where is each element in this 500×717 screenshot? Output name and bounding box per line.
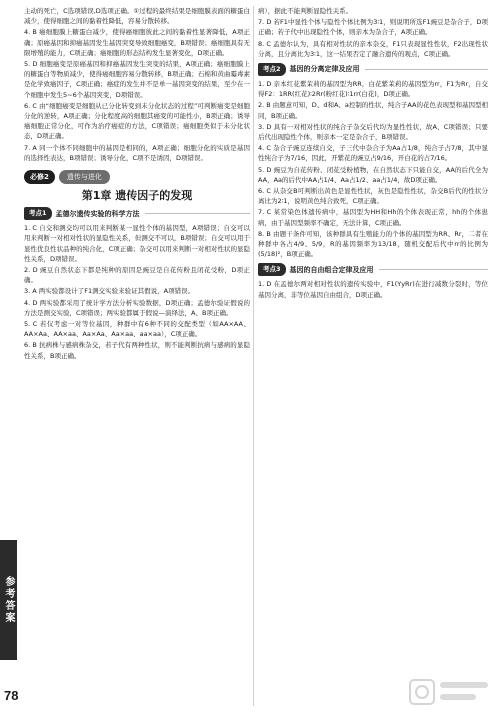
paragraph: 2. D 豌豆自然状态下都是纯种的原因是豌豆是自花传粉且闭花受粉，D项正确。 (24, 266, 250, 285)
paragraph: 7. A 同一个体不同细胞中的基因是相同的，A项正确；细胞分化的实质是基因的选择性表达，B项错误；诱导分化，C项不是诱因，D项错误。 (24, 143, 250, 162)
paragraph: 7. D 若F1中显性个体与隐性个体比例为3∶1，则说明所选F1豌豆是杂合子，D项正确；若子代中出现隐性个体，则亲本为杂合子，A项正确。 (258, 18, 488, 37)
paragraph: 2. B 由题意可知，D、d和A、a控制的性状，纯合子AA的花色表现型和基因型相同，B项正确。 (258, 101, 488, 120)
paragraph: 3. D 具有一对相对性状的纯合子杂交后代均为显性性状，故A、C项错误；只要后代出现隐性个体，则亲本一定是杂合子，B项错误。 (258, 122, 488, 142)
side-tab-label: 参考答案 (3, 576, 14, 624)
module-banner (24, 169, 250, 185)
paragraph: 1. D 亲本红花紫茉莉的基因型为RR，白花紫茉莉的基因型为rr，F1为Rr，自交得F2：1RR(红花)∶2Rr(粉红花)∶1rr(白花)，D项正确。 (258, 80, 488, 99)
left-column (24, 6, 250, 362)
section-rule (379, 269, 488, 270)
right-column (258, 6, 488, 301)
section-title: 基因的分离定律及应用 (289, 65, 360, 74)
section-rule (365, 69, 488, 70)
section-tag: 考点1 (24, 207, 52, 220)
paragraph: 6. B 抗病株与感病株杂交，若子代有两种性状，则不能判断抗病与感病的显隐性关系，B项正确。 (24, 341, 250, 360)
paragraph: 4. C 杂合子豌豆连续自交，子三代中杂合子为Aa占1/8，纯合子占7/8，其中显性纯合子为7/16，因此，开紫花的豌豆占9/16，开白花的占7/16。 (258, 144, 488, 163)
section-header (258, 63, 488, 76)
section-tag: 考点2 (258, 63, 286, 76)
side-tab (0, 540, 17, 660)
chapter-title: 第1章 遗传因子的发现 (81, 189, 193, 203)
column-divider (253, 6, 254, 706)
paragraph: 5. C 若仅考虑一对等位基因，种群中有6种不同的交配类型（如AA×AA、AA×Aa、AA×aa、Aa×Aa、Aa×aa、aa×aa），C项正确。 (24, 320, 250, 339)
paragraph: 4. D 两实验都采用了统计学方法分析实验数据，D项正确；孟德尔验证假说的方法是测交实验，C项错误；两实验都属于假说—演绎法，A、B项正确。 (24, 298, 250, 317)
paragraph: 主动的死亡，C选项错误,D选项正确。①过程的最终结果是细胞膜表面的糖蛋白减少，使得细胞之间的黏着性降低，容易分散转移。 (24, 7, 250, 26)
paragraph: 8. C 孟德尔认为，具有相对性状的亲本杂交，F1只表现显性性状，F2出现性状分离，且分离比为3∶1，这一结果否定了融合遗传的观点，C项正确。 (258, 39, 488, 58)
watermark-logo (408, 676, 492, 710)
section-rule (145, 213, 250, 214)
section-title: 孟德尔遗传实验的科学方法 (55, 209, 140, 218)
paragraph: 5. D 细胞癌变是原癌基因和抑癌基因发生突变的结果，A项正确；癌细胞膜上的糖蛋白等物质减少，使得癌细胞容易分散转移，B项正确；石棉和黄曲霉毒素是化学致癌因子，C项正确；癌症的发生并不是单一基因突变的结果，至少在一个细胞中发生5~6个基因突变，D项错误。 (24, 60, 250, 99)
module-badge: 必修2 (24, 170, 55, 184)
paragraph: 6. C 从杂交B可判断出黄色是显性性状，灰色是隐性性状，杂交B后代的性状分离比为2∶1，说明黄色纯合致死，C项正确。 (258, 187, 488, 206)
paragraph: 病），据此不能判断显隐性关系。 (258, 7, 353, 15)
paragraph: 7. C 某常染色体遗传病中，基因型为HH和Hh的个体表现正常，hh的个体患病，由于基因型频率不确定，无法计算，C项正确。 (258, 208, 488, 227)
paragraph: 6. C 由“细胞癌变是细胞从已分化转变到未分化状态的过程”可判断癌变是细胞分化的逆转，A项正确；分化程度高的细胞其癌变的可能性小，B项正确；诱导癌细胞正常分化，可作为治疗癌症的方法，C项错误；癌细胞类似于未分化状态，D项正确。 (24, 101, 250, 141)
section-title: 基因的自由组合定律及应用 (289, 265, 374, 274)
paragraph: 1. D 在孟德尔两对相对性状的遗传实验中，F1(YyRr)在进行减数分裂时，等位基因分离，非等位基因自由组合，D项正确。 (258, 280, 488, 299)
paragraph: 3. A 两实验都设计了F1测交实验来验证其假说，A项错误。 (24, 287, 195, 296)
paragraph: 5. D 豌豆为自花传粉、闭花受粉植物，在自然状态下只能自交，AA的后代全为AA，Aa的后代中AA占1/4、Aa占1/2、aa占1/4，故D项正确。 (258, 165, 488, 184)
paragraph: 1. C 自交和测交均可以用来判断某一显性个体的基因型，A项错误；自交可以用来判断一对相对性状的显隐性关系，但测交不可以，B项错误；自交可以用于显性优良性状品种的纯合化，C项正确；杂交可以用来判断一对相对性状的显隐性关系，D项错误。 (24, 224, 250, 263)
section-tag: 考点3 (258, 263, 286, 276)
section-header (258, 263, 488, 276)
module-title: 遗传与进化 (59, 170, 110, 184)
paragraph: 8. B 由题干条件可知，该种群具有生殖能力的个体的基因型为RR、Rr，二者在种群中各占4/9、5/9，R的基因频率为13/18，随机交配后代中rr的比例为(5/18)²，B项正确。 (258, 229, 488, 259)
page-number: 78 (4, 688, 19, 703)
paragraph: 4. B 癌细胞膜上糖蛋白减少，使得癌细胞彼此之间的黏着性显著降低，A项正确；原癌基因和抑癌基因发生基因突变导致细胞癌变，B项错误；癌细胞具有无限增殖的能力，C项正确；癌细胞的形态结构发生显著变化，D项正确。 (24, 28, 250, 57)
section-header (24, 207, 250, 220)
